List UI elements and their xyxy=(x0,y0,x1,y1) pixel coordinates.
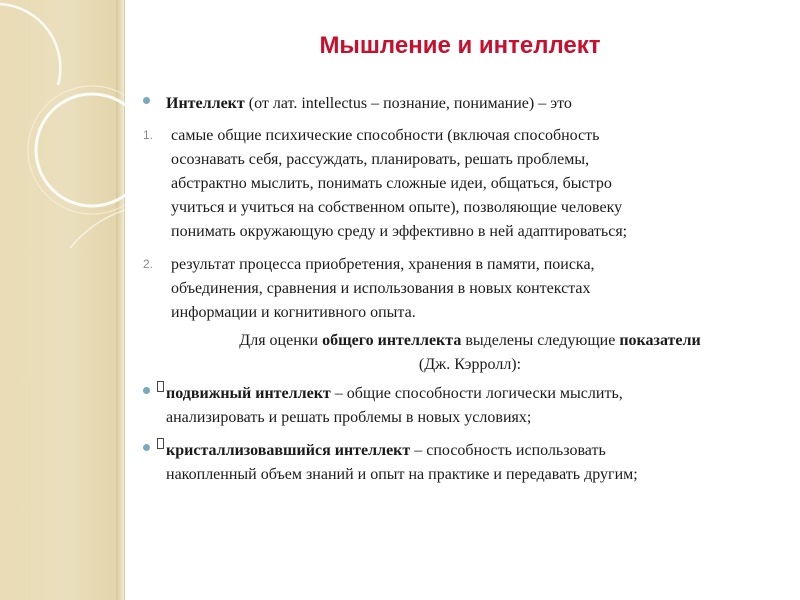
intro-rest: (от лат. intellectus – познание, понимание) – это xyxy=(244,95,572,112)
item-1-number: 1. xyxy=(143,128,154,142)
indicator-2-glyph-icon xyxy=(157,438,164,449)
item-2-line-1: результат процесса приобретения, хранения в памяти, поиска, xyxy=(171,256,595,273)
indicator-2-term: кристаллизовавшийся интеллект xyxy=(166,442,411,459)
item-2-number: 2. xyxy=(143,257,154,271)
item-1-line-5: понимать окружающую среду и эффективно в ней адаптироваться; xyxy=(171,223,628,240)
item-2-line-2: объединения, сравнения и использования в новых контекстах xyxy=(171,280,591,297)
indicator-1-term: подвижный интеллект xyxy=(166,385,331,402)
indicators-intro-bold-2: показатели xyxy=(619,332,701,349)
indicator-2-rest: – способность использовать xyxy=(410,442,606,459)
indicator-1-line-2: анализировать и решать проблемы в новых условиях; xyxy=(166,409,532,426)
intro-term: Интеллект xyxy=(166,95,245,112)
item-1-line-2: осознавать себя, рассуждать, планировать, решать проблемы, xyxy=(171,151,590,168)
indicator-2-bullet-icon xyxy=(143,444,150,451)
indicator-1-bullet-icon xyxy=(143,387,150,394)
indicator-1-rest: – общие способности логически мыслить, xyxy=(330,385,623,402)
indicator-2-line-1 xyxy=(166,439,606,463)
indicators-intro-part-2: выделены следующие xyxy=(461,332,620,349)
decorative-circles xyxy=(0,0,125,600)
indicators-intro-source: (Дж. Кэрролл): xyxy=(418,356,522,373)
indicators-intro-part-1: Для оценки xyxy=(239,332,323,349)
item-2-line-3: информации и когнитивного опыта. xyxy=(171,304,416,321)
intro-bullet-icon xyxy=(143,97,150,104)
indicator-1-glyph-icon xyxy=(157,381,164,392)
indicators-intro xyxy=(150,329,790,353)
slide-title: Мышление и интеллект xyxy=(319,32,601,59)
item-1-line-4: учиться и учиться на собственном опыте), позволяющие человеку xyxy=(171,199,623,216)
indicators-intro-bold-1: общего интеллекта xyxy=(322,332,462,349)
intro-line xyxy=(166,92,572,116)
item-1-line-1: самые общие психические способности (включая способность xyxy=(171,127,600,144)
indicator-1-line-1 xyxy=(166,382,623,406)
item-1-line-3: абстрактно мыслить, понимать сложные идеи, общаться, быстро xyxy=(171,175,612,192)
indicator-2-line-2: накопленный объем знаний и опыт на практике и передавать другим; xyxy=(166,466,638,483)
